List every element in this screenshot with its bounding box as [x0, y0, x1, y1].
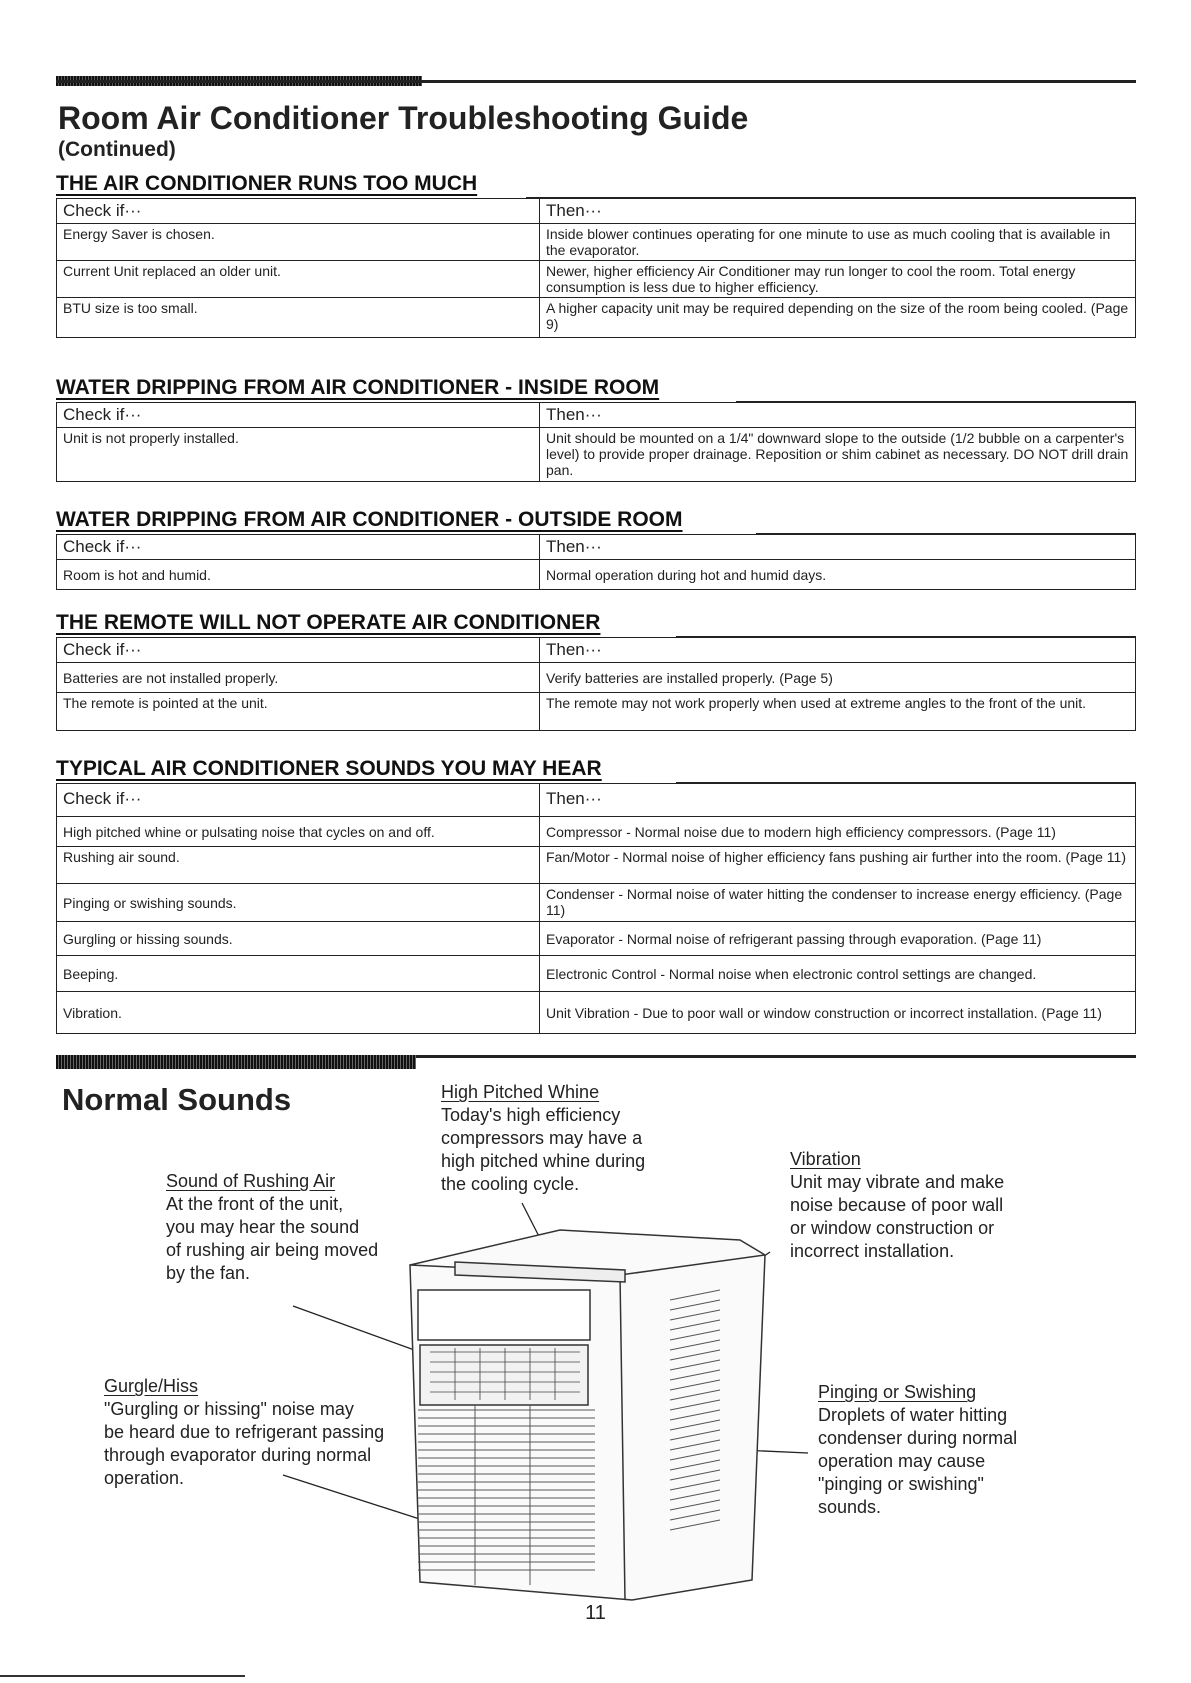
then-cell: A higher capacity unit may be required depending on the size of the room being cooled. (Page 9) [540, 298, 1136, 338]
callout-line: Droplets of water hitting [818, 1405, 1008, 1425]
check-column-header: Check if··· [57, 403, 540, 428]
ac-unit [410, 1230, 765, 1600]
callout-line: you may hear the sound [166, 1217, 360, 1237]
callout-line: At the front of the unit, [166, 1194, 344, 1214]
then-cell: The remote may not work properly when used at extreme angles to the front of the unit. [540, 693, 1136, 731]
callout-heading: Gurgle/Hiss [104, 1376, 199, 1396]
check-cell: Energy Saver is chosen. [57, 224, 540, 261]
callout-line: "pinging or swishing" [818, 1474, 984, 1494]
page-title: Room Air Conditioner Troubleshooting Guide [58, 100, 749, 136]
callout-heading: High Pitched Whine [441, 1082, 600, 1102]
callout-line: be heard due to refrigerant passing [104, 1422, 385, 1442]
then-cell: Condenser - Normal noise of water hitting the condenser to increase energy efficiency. (Page 11) [540, 884, 1136, 922]
then-cell: Electronic Control - Normal noise when electronic control settings are changed. [540, 956, 1136, 992]
check-cell: Room is hot and humid. [57, 560, 540, 590]
check-cell: High pitched whine or pulsating noise that cycles on and off. [57, 817, 540, 847]
callout-line: by the fan. [166, 1263, 251, 1283]
callout-line: high pitched whine during [441, 1151, 646, 1171]
callout-rushing-air [166, 1170, 378, 1285]
callout-line: operation. [104, 1468, 185, 1488]
callout-heading: Pinging or Swishing [818, 1382, 977, 1402]
callout-gurgle-hiss [104, 1375, 384, 1490]
then-cell: Evaporator - Normal noise of refrigerant passing through evaporation. (Page 11) [540, 922, 1136, 956]
then-cell: Unit should be mounted on a 1/4" downward slope to the outside (1/2 bubble on a carpenter's level) to provide proper drainage. Reposition or shim cabinet as necessary. DO NOT drill drain pan. [540, 428, 1136, 482]
then-cell: Normal operation during hot and humid days. [540, 560, 1136, 590]
check-cell: Gurgling or hissing sounds. [57, 922, 540, 956]
then-cell: Fan/Motor - Normal noise of higher efficiency fans pushing air further into the room. (Page 11) [540, 847, 1136, 884]
section-heading: WATER DRIPPING FROM AIR CONDITIONER - OUTSIDE ROOM [56, 508, 683, 531]
normal-sounds-title: Normal Sounds [62, 1082, 292, 1117]
callout-line: Today's high efficiency [441, 1105, 621, 1125]
callout-line: noise because of poor wall [790, 1195, 1004, 1215]
then-cell: Compressor - Normal noise due to modern high efficiency compressors. (Page 11) [540, 817, 1136, 847]
then-cell: Verify batteries are installed properly. (Page 5) [540, 663, 1136, 693]
check-cell: Current Unit replaced an older unit. [57, 261, 540, 298]
callout-heading: Vibration [790, 1149, 861, 1169]
callout-line: sounds. [818, 1497, 882, 1517]
then-cell: Inside blower continues operating for one minute to use as much cooling that is available in the evaporator. [540, 224, 1136, 261]
check-cell: The remote is pointed at the unit. [57, 693, 540, 731]
then-cell: Newer, higher efficiency Air Conditioner may run longer to cool the room. Total energy consumption is less due to higher efficiency. [540, 261, 1136, 298]
callout-vibration [790, 1148, 1004, 1263]
check-column-header: Check if··· [57, 199, 540, 224]
callout-line: the cooling cycle. [441, 1174, 580, 1194]
check-cell: Rushing air sound. [57, 847, 540, 884]
callout-line: of rushing air being moved [166, 1240, 379, 1260]
section-heading: THE AIR CONDITIONER RUNS TOO MUCH [56, 172, 478, 195]
then-column-header: Then··· [540, 199, 1136, 224]
check-cell: Vibration. [57, 992, 540, 1034]
check-cell: Pinging or swishing sounds. [57, 884, 540, 922]
callout-line: or window construction or [790, 1218, 995, 1238]
callout-line: operation may cause [818, 1451, 986, 1471]
section-heading: THE REMOTE WILL NOT OPERATE AIR CONDITIONER [56, 611, 601, 634]
check-cell: BTU size is too small. [57, 298, 540, 338]
page-subtitle: (Continued) [58, 138, 176, 161]
callout-line: Unit may vibrate and make [790, 1172, 1005, 1192]
callout-line: through evaporator during normal [104, 1445, 372, 1465]
check-cell: Beeping. [57, 956, 540, 992]
footer-rule [0, 1675, 245, 1677]
check-column-header: Check if··· [57, 638, 540, 663]
check-cell: Unit is not properly installed. [57, 428, 540, 482]
then-column-header: Then··· [540, 784, 1136, 817]
then-column-header: Then··· [540, 535, 1136, 560]
callout-line: "Gurgling or hissing" noise may [104, 1399, 354, 1419]
section-heading: TYPICAL AIR CONDITIONER SOUNDS YOU MAY HEAR [56, 757, 602, 780]
callout-line: incorrect installation. [790, 1241, 955, 1261]
section-heading: WATER DRIPPING FROM AIR CONDITIONER - INSIDE ROOM [56, 376, 660, 399]
callout-line: condenser during normal [818, 1428, 1018, 1448]
then-column-header: Then··· [540, 403, 1136, 428]
page-number: 11 [585, 1602, 606, 1624]
check-cell: Batteries are not installed properly. [57, 663, 540, 693]
then-column-header: Then··· [540, 638, 1136, 663]
check-column-header: Check if··· [57, 784, 540, 817]
callout-high-pitched-whine [441, 1081, 645, 1196]
callout-pinging-swishing [818, 1381, 1017, 1519]
check-column-header: Check if··· [57, 535, 540, 560]
callout-heading: Sound of Rushing Air [166, 1171, 336, 1191]
callout-line: compressors may have a [441, 1128, 643, 1148]
then-cell: Unit Vibration - Due to poor wall or window construction or incorrect installation. (Page 11) [540, 992, 1136, 1034]
